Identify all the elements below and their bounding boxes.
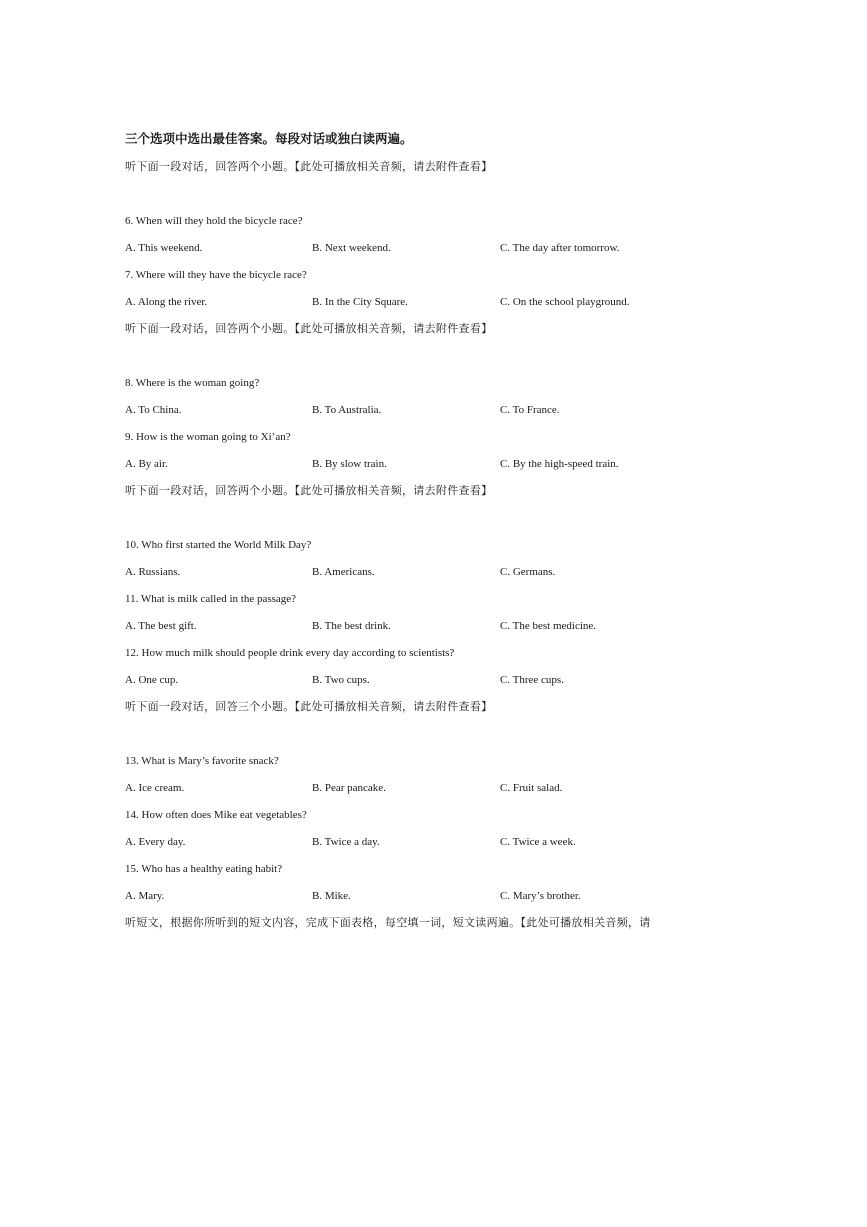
option-b: B. In the City Square. [312,296,408,308]
option-a: A. This weekend. [125,242,203,254]
option-b: B. Mike. [312,890,351,902]
option-a: A. The best gift. [125,620,197,632]
option-a: A. Ice cream. [125,782,185,794]
option-b: B. Americans. [312,566,375,578]
question-text: 9. How is the woman going to Xi’an? [125,431,291,443]
option-b: B. Twice a day. [312,836,380,848]
option-a: A. Mary. [125,890,165,902]
option-b: B. Next weekend. [312,242,391,254]
option-a: A. Every day. [125,836,186,848]
option-b: B. The best drink. [312,620,391,632]
option-c: C. To France. [500,404,560,416]
option-a: A. To China. [125,404,182,416]
option-b: B. To Australia. [312,404,382,416]
option-a: A. By air. [125,458,168,470]
question-text: 8. Where is the woman going? [125,377,260,389]
question-text: 14. How often does Mike eat vegetables? [125,809,307,821]
option-c: C. By the high-speed train. [500,458,619,470]
section-instruction: 听下面一段对话，回答两个小题。【此处可播放相关音频，请去附件查看】 [125,485,493,497]
option-b: B. Pear pancake. [312,782,386,794]
option-c: C. The best medicine. [500,620,597,632]
question-text: 6. When will they hold the bicycle race? [125,215,303,227]
option-c: C. The day after tomorrow. [500,242,620,254]
question-text: 12. How much milk should people drink every day according to scientists? [125,647,455,659]
question-text: 15. Who has a healthy eating habit? [125,863,283,875]
question-text: 7. Where will they have the bicycle race? [125,269,307,281]
option-a: A. One cup. [125,674,179,686]
section-heading: 三个选项中选出最佳答案。每段对话或独白读两遍。 [125,132,413,146]
option-c: C. Germans. [500,566,556,578]
section-instruction: 听下面一段对话，回答三个小题。【此处可播放相关音频，请去附件查看】 [125,701,493,713]
option-a: A. Along the river. [125,296,208,308]
question-text: 10. Who first started the World Milk Day? [125,539,312,551]
section-instruction: 听下面一段对话，回答两个小题。【此处可播放相关音频，请去附件查看】 [125,161,493,173]
option-c: C. Three cups. [500,674,564,686]
option-c: C. Mary’s brother. [500,890,581,902]
option-b: B. By slow train. [312,458,387,470]
section-instruction: 听下面一段对话，回答两个小题。【此处可播放相关音频，请去附件查看】 [125,323,493,335]
option-c: C. Fruit salad. [500,782,563,794]
option-c: C. On the school playground. [500,296,630,308]
option-c: C. Twice a week. [500,836,576,848]
passage-instruction: 听短文，根据你所听到的短文内容，完成下面表格，每空填一词，短文读两遍。【此处可播放相关音频，请 [125,917,651,929]
option-a: A. Russians. [125,566,181,578]
question-text: 13. What is Mary’s favorite snack? [125,755,279,767]
question-text: 11. What is milk called in the passage? [125,593,297,605]
option-b: B. Two cups. [312,674,370,686]
